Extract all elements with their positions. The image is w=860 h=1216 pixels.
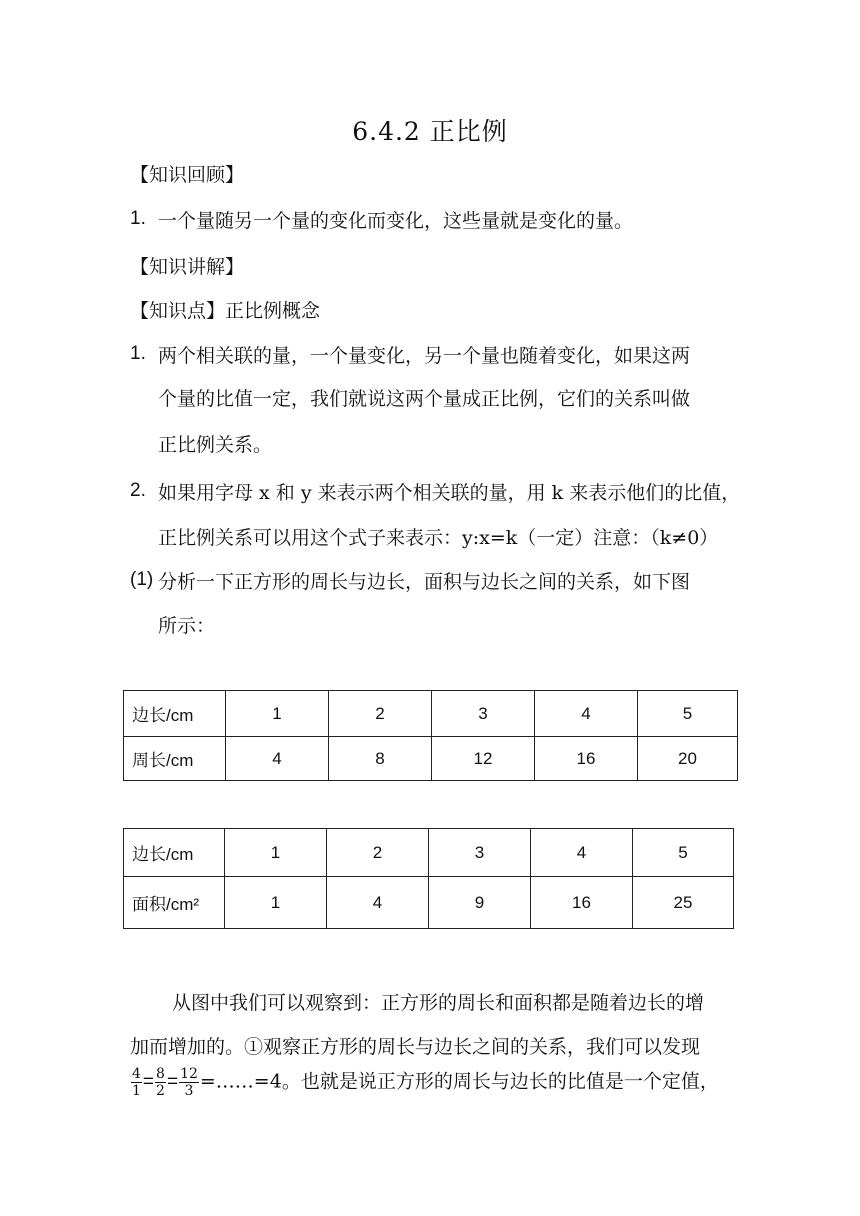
table-cell: 25 (633, 877, 734, 929)
area-table (123, 828, 734, 929)
table-cell: 4 (535, 691, 638, 737)
table-cell: 4 (531, 829, 633, 877)
equals-sign: = (142, 1071, 155, 1093)
point-item-2-line-1: 如果用字母 x 和 y 来表示两个相关联的量，用 k 来表示他们的比值， (158, 482, 741, 504)
fraction-numerator: 4 (132, 1066, 141, 1082)
table-cell: 4 (226, 737, 329, 781)
table-cell: 1 (226, 691, 329, 737)
point-item-2-number: 2. (130, 480, 146, 501)
fraction-8-over-2 (155, 1066, 166, 1099)
paragraph-line-2: 加而增加的。①观察正方形的周长与边长之间的关系，我们可以发现 (130, 1036, 701, 1058)
table-cell: 1 (225, 829, 327, 877)
fraction-denominator: 1 (132, 1083, 141, 1099)
table-cell: 20 (638, 737, 738, 781)
point-item-1-line-2: 个量的比值一定，我们就说这两个量成正比例，它们的关系叫做 (158, 388, 691, 410)
table-cell: 2 (327, 829, 429, 877)
point-heading: 【知识点】正比例概念 (130, 300, 321, 322)
review-heading: 【知识回顾】 (130, 164, 245, 186)
table-cell: 周长/cm (124, 737, 226, 781)
table-cell: 12 (432, 737, 535, 781)
review-item-1-number: 1. (130, 208, 146, 229)
table-cell: 5 (633, 829, 734, 877)
table-cell: 5 (638, 691, 738, 737)
perimeter-table-row-perimeter (124, 737, 738, 781)
equals-sign: = (166, 1071, 179, 1093)
point-item-2-line-2: 正比例关系可以用这个式子来表示：y:x=k（一定）注意：（k≠0） (158, 527, 719, 549)
sub-item-1-number: (1) (130, 569, 154, 590)
table-cell: 16 (531, 877, 633, 929)
table-cell: 16 (535, 737, 638, 781)
table-cell: 4 (327, 877, 429, 929)
fraction-denominator: 3 (184, 1083, 194, 1099)
paragraph-line-3 (130, 1066, 719, 1099)
review-item-1-text: 一个量随另一个量的变化而变化，这些量就是变化的量。 (158, 210, 634, 232)
paragraph-line-3-tail: =……=4。也就是说正方形的周长与边长的比值是一个定值， (199, 1070, 719, 1093)
point-item-1-line-3: 正比例关系。 (158, 434, 273, 456)
table-cell: 边长/cm (124, 691, 226, 737)
fraction-denominator: 2 (156, 1083, 165, 1099)
page-title: 6.4.2 正比例 (352, 117, 508, 146)
table-cell: 3 (429, 829, 531, 877)
sub-item-1-line-1: 分析一下正方形的周长与边长，面积与边长之间的关系，如下图 (158, 571, 691, 593)
table-cell: 3 (432, 691, 535, 737)
fraction-4-over-1 (131, 1066, 142, 1099)
table-cell: 8 (329, 737, 432, 781)
table-cell: 2 (329, 691, 432, 737)
explain-heading: 【知识讲解】 (130, 256, 245, 278)
area-table-row-area (124, 877, 734, 929)
fraction-numerator: 8 (156, 1066, 165, 1082)
area-table-row-side (124, 829, 734, 877)
perimeter-table-row-side (124, 691, 738, 737)
perimeter-table (123, 690, 738, 781)
point-item-1-line-1: 两个相关联的量，一个量变化，另一个量也随着变化，如果这两 (158, 345, 691, 367)
paragraph-line-1: 从图中我们可以观察到：正方形的周长和面积都是随着边长的增 (172, 992, 705, 1014)
sub-item-1-line-2: 所示： (158, 615, 216, 637)
table-cell: 9 (429, 877, 531, 929)
table-cell: 面积/cm² (124, 877, 225, 929)
fraction-numerator: 12 (180, 1066, 198, 1082)
point-item-1-number: 1. (130, 343, 146, 364)
table-cell: 1 (225, 877, 327, 929)
table-cell: 边长/cm (124, 829, 225, 877)
fraction-12-over-3 (179, 1066, 199, 1099)
